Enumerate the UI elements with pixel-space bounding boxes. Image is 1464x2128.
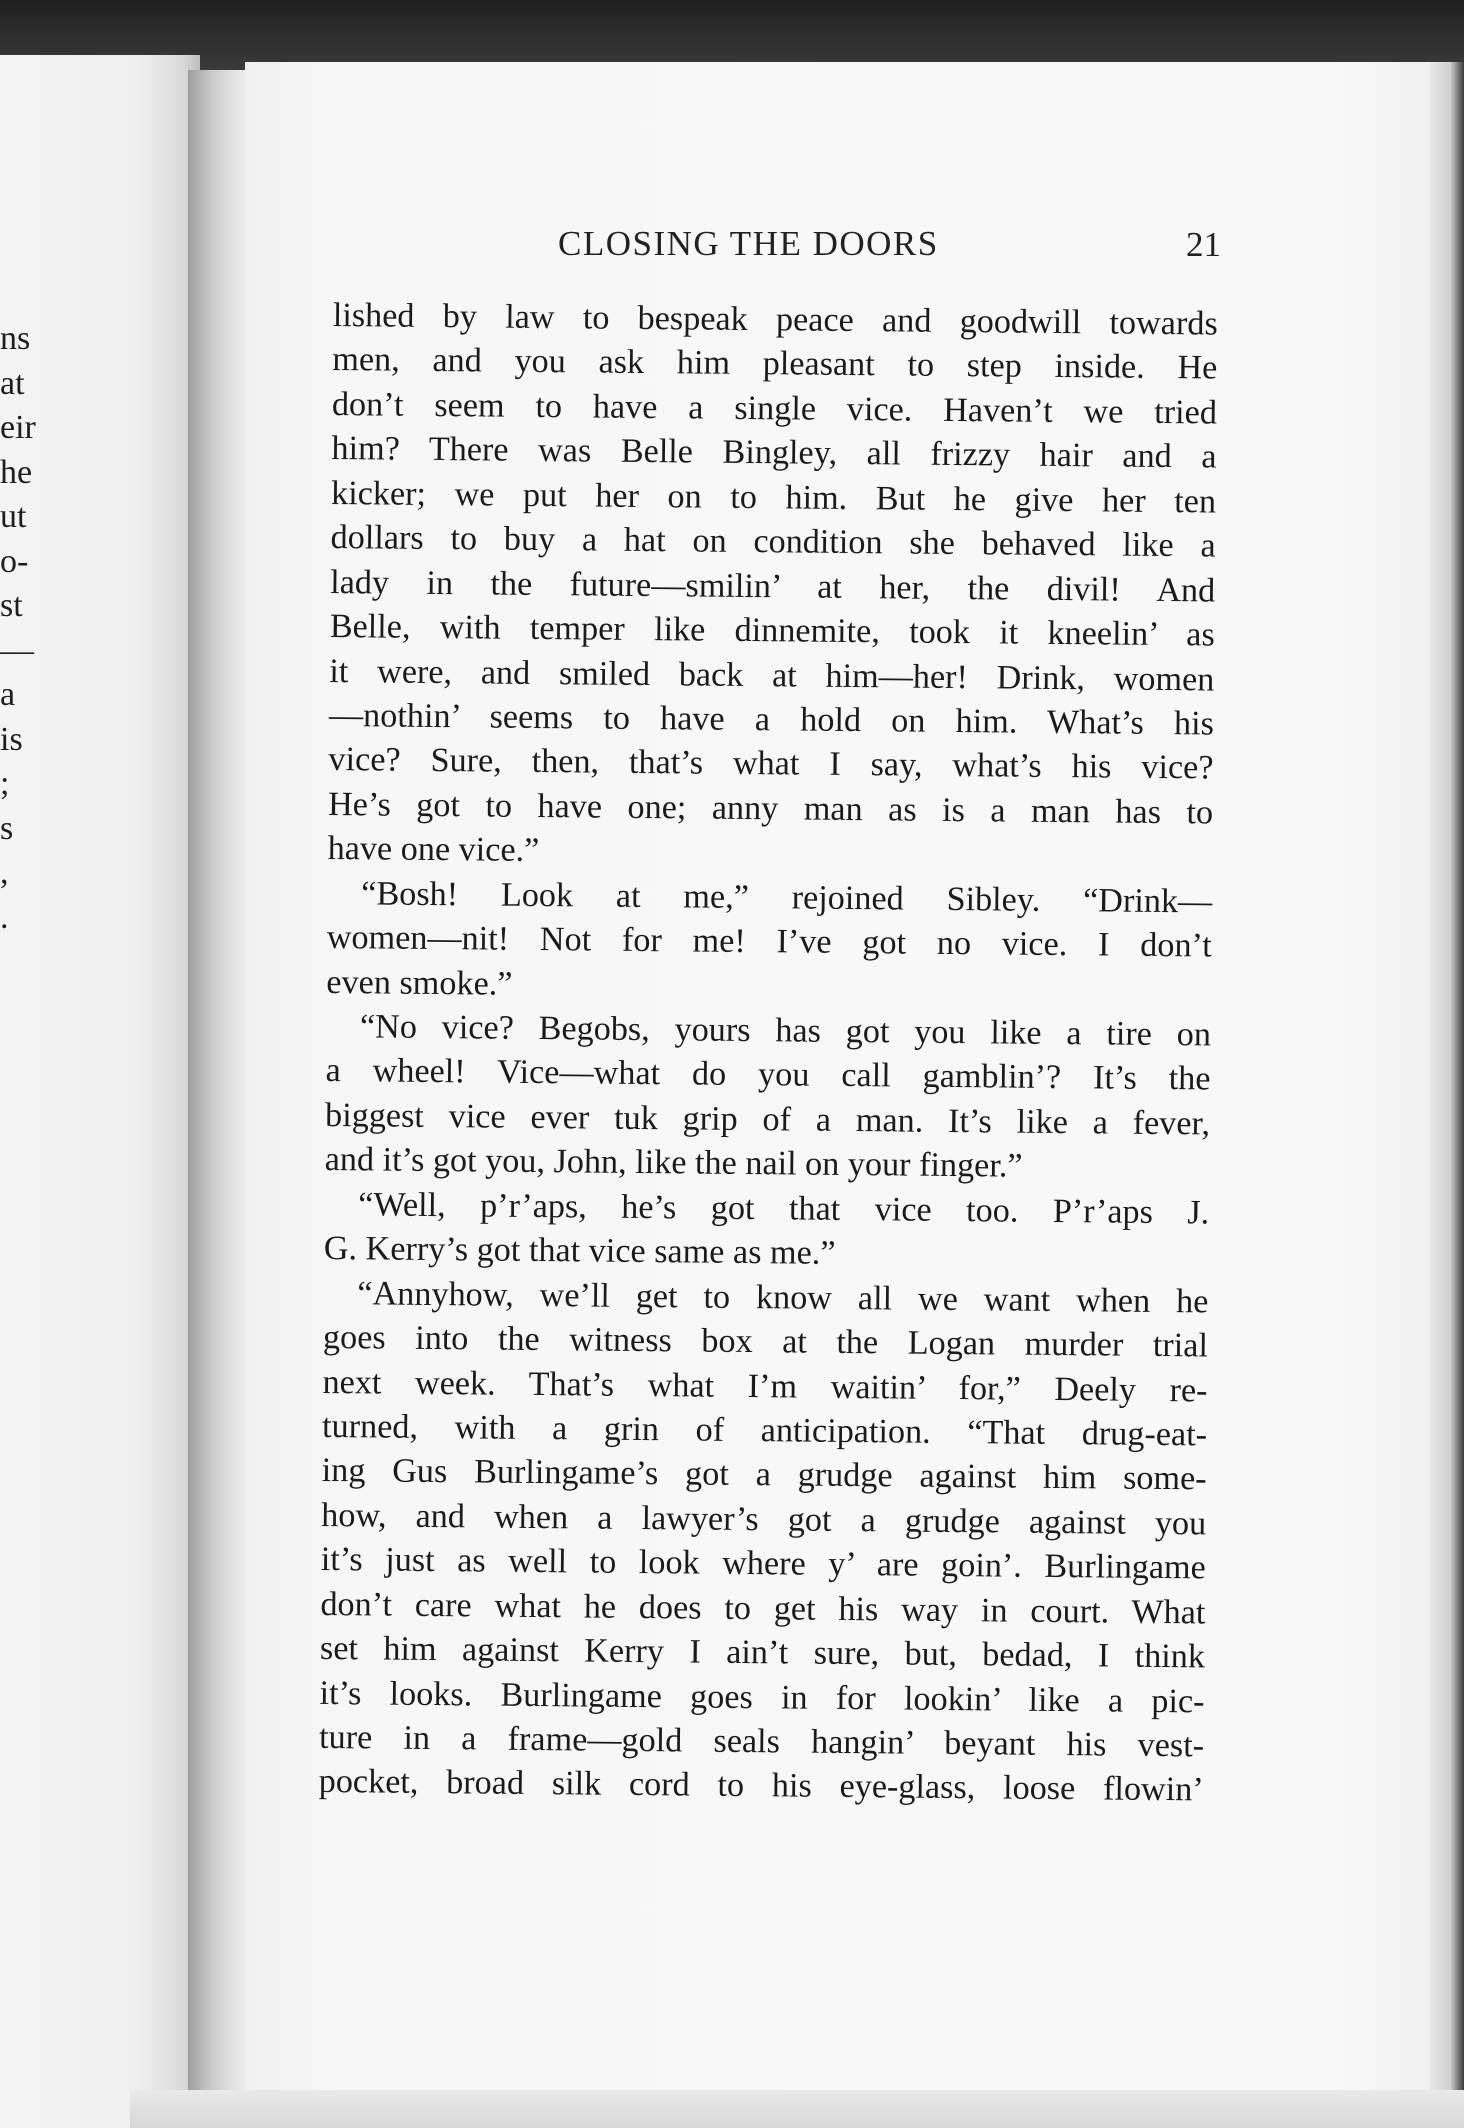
text-line: it’s just as well to look where y’ are goin’. Burlingame: [320, 1541, 1206, 1587]
text-line: have one vice.”: [327, 830, 540, 870]
left-fragment: eir: [0, 409, 36, 446]
left-fragment: s: [0, 809, 14, 847]
text-line: and it’s got you, John, like the nail on your finger.”: [324, 1141, 1023, 1185]
running-head: CLOSING THE DOORS: [558, 224, 939, 263]
text-line: it were, and smiled back at him—her! Drink, women: [329, 652, 1215, 698]
left-fragment: [0, 985, 70, 1030]
text-line: goes into the witness box at the Logan murder trial: [322, 1319, 1209, 1365]
text-line: men, and you ask him pleasant to step inside. He: [332, 341, 1218, 387]
text-line: lished by law to bespeak peace and goodwill towards: [332, 296, 1218, 343]
left-fragment: o-: [0, 542, 29, 580]
left-fragment: ;: [0, 765, 10, 802]
text-line: him? There was Belle Bingley, all frizzy hair and a: [331, 430, 1217, 476]
page-bottom-edge: [130, 2090, 1464, 2128]
text-line: He’s got to have one; anny man as is a man has to: [327, 785, 1214, 832]
text-line: next week. That’s what I’m waitin’ for,” Deely re-: [322, 1363, 1208, 1409]
text-line: dollars to buy a hat on condition she behaved like a: [330, 519, 1216, 565]
scanner-background-top: [0, 0, 1464, 70]
text-line: kicker; we put her on to him. But he give her ten: [330, 474, 1217, 521]
text-line: G. Kerry’s got that vice same as me.”: [323, 1230, 836, 1273]
text-line: set him against Kerry I ain’t sure, but, bedad, I think: [319, 1630, 1206, 1676]
left-fragment: ,: [0, 854, 9, 891]
left-fragment: a: [0, 676, 16, 713]
text-line: how, and when a lawyer’s got a grudge against you: [321, 1496, 1207, 1543]
text-line: a wheel! Vice—what do you call gamblin’? It’s the: [325, 1052, 1211, 1098]
left-page: [0, 55, 200, 2128]
page-edge: [1430, 62, 1464, 2128]
left-fragment: st: [0, 587, 23, 624]
text-line: women—nit! Not for me! I’ve got no vice. I don’t: [326, 919, 1212, 965]
text-line: “No vice? Begobs, yours has got you like a tire on: [359, 1008, 1212, 1054]
text-line: “Well, p’r’aps, he’s got that vice too. P’r’aps J.: [358, 1186, 1210, 1232]
left-fragment: he: [0, 453, 33, 491]
page-number: 21: [1186, 225, 1221, 264]
left-fragment: —: [0, 631, 34, 669]
book-gutter: [188, 70, 253, 2090]
text-line: don’t seem to have a single vice. Haven’t we tried: [331, 385, 1218, 432]
text-line: —nothin’ seems to have a hold on him. What’s his: [328, 696, 1215, 743]
text-line: it’s looks. Burlingame goes in for lookin’ like a pic-: [319, 1674, 1205, 1720]
text-line: biggest vice ever tuk grip of a man. It’s like a fever,: [324, 1096, 1211, 1143]
text-line: pocket, broad silk cord to his eye-glass, loose flowin’: [318, 1763, 1204, 1809]
text-line: “Annyhow, we’ll get to know all we want when he: [357, 1274, 1209, 1321]
text-line: don’t care what he does to get his way in court. What: [320, 1585, 1206, 1632]
text-line: “Bosh! Look at me,” rejoined Sibley. “Drink—: [361, 874, 1213, 921]
left-fragment: [0, 940, 70, 985]
body-text: [318, 294, 1217, 1813]
text-line: ing Gus Burlingame’s got a grudge against him some-: [321, 1452, 1207, 1498]
text-line: even smoke.”: [326, 963, 513, 1003]
left-fragment: ns: [0, 320, 31, 357]
left-fragment: is: [0, 720, 23, 758]
left-fragment: ut: [0, 498, 27, 535]
text-line: turned, with a grin of anticipation. “That drug-eat-: [321, 1407, 1208, 1454]
left-fragment: .: [0, 898, 9, 936]
left-fragment: at: [0, 364, 25, 402]
text-line: vice? Sure, then, that’s what I say, what’s his vice?: [328, 741, 1214, 787]
text-line: Belle, with temper like dinnemite, took it kneelin’ as: [329, 608, 1215, 654]
text-line: lady in the future—smilin’ at her, the divil! And: [330, 563, 1216, 610]
text-line: ture in a frame—gold seals hangin’ beyant his vest-: [318, 1718, 1205, 1765]
left-page-text-fragments: [0, 317, 70, 1029]
